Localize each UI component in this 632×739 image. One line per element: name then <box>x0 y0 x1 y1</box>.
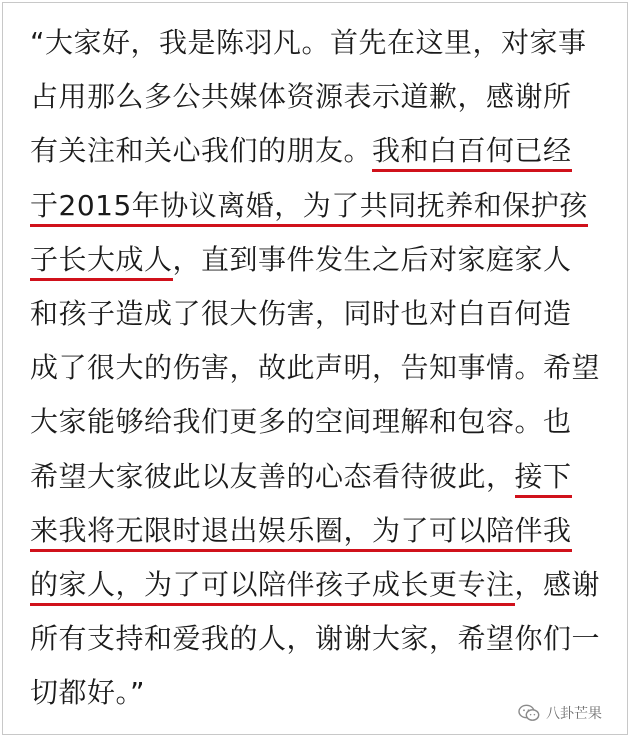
statement-text-segment: 成了很大的伤害，故此声明，告知事情。希望 <box>30 351 601 385</box>
statement-text-segment: 大家能够给我们更多的空间理解和包容。也 <box>30 405 572 439</box>
statement-text <box>30 16 620 720</box>
statement-line <box>30 558 620 612</box>
statement-text-segment: 有关注和关心我们的朋友。 <box>30 134 373 168</box>
highlighted-text: 我和白百何已经 <box>372 134 572 172</box>
watermark-label: 八卦芒果 <box>546 706 602 722</box>
statement-text-segment: ，感谢 <box>514 567 601 601</box>
statement-text-segment: 切都好。” <box>30 676 146 710</box>
statement-line <box>30 233 620 287</box>
highlighted-text: 于2015年协议离婚，为了共同抚养和保护孩 <box>30 189 588 227</box>
statement-line <box>30 287 620 341</box>
wechat-icon <box>518 704 540 722</box>
statement-line <box>30 179 620 233</box>
statement-line <box>30 124 620 178</box>
statement-text-segment: “大家好，我是陈羽凡。首先在这里，对家事 <box>30 26 587 59</box>
statement-line <box>30 395 620 449</box>
highlighted-text: 的家人，为了可以陪伴孩子成长更专注 <box>30 568 515 606</box>
highlighted-text: 接下 <box>515 460 572 498</box>
statement-line <box>30 16 620 70</box>
statement-line <box>30 450 620 504</box>
statement-text-segment: 希望大家彼此以友善的心态看待彼此， <box>30 459 515 493</box>
statement-text-segment: ，直到事件发生之后对家庭家人 <box>172 242 572 276</box>
statement-line <box>30 504 620 558</box>
statement-text-segment: 所有支持和爱我的人，谢谢大家，希望你们一 <box>30 622 601 656</box>
statement-text-segment: 占用那么多公共媒体资源表示道歉，感谢所 <box>30 80 572 114</box>
watermark <box>518 703 602 723</box>
highlighted-text: 子长大成人 <box>30 243 173 281</box>
highlighted-text: 来我将无限时退出娱乐圈，为了可以陪伴我 <box>30 514 572 552</box>
statement-text-segment: 和孩子造成了很大伤害，同时也对白百何造 <box>30 296 572 330</box>
statement-line <box>30 341 620 395</box>
statement-line <box>30 70 620 124</box>
statement-line <box>30 612 620 666</box>
